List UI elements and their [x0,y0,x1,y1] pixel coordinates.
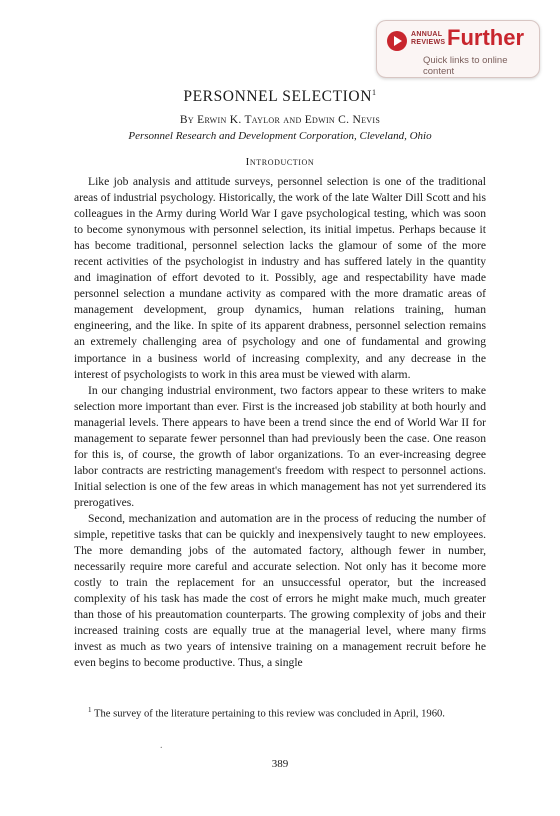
paragraph: In our changing industrial environment, two factors appear to these writers to make selection more important than ever. First is the increased job stability at both hourly and managerial levels. There appears to have been a trend since the end of World War II for management to separate fewer personnel than had previously been the case. One reason for this is, of course, the growth of labor organizations. To an ever-increasing degree labor contracts are restricting management's freedom with respect to personnel actions. Initial selection is one of the few areas in which management has not yet surrendered its prerogatives. [74,383,486,509]
further-title: Further [447,25,524,50]
page-number: 389 [271,758,289,770]
brand-line-1: ANNUAL [411,31,443,38]
byline: By Erwin K. Taylor and Edwin C. Nevis [179,114,381,126]
article-body [74,174,486,671]
paragraph: Like job analysis and attitude surveys, personnel selection is one of the traditional areas of industrial psychology. Historically, the work of the late Walter Dill Scott and his colleagues in the Army during World War I gave psychological testing, which was soon to become synonymous with personnel selection, its initial impetus. Perhaps because it has become traditional, personnel selection lacks the glamour of some of the more recent activities of the psychologist in industry and has suffered lately in the quantity and imagination of effort devoted to it. Possibly, age and respectability have made personnel selection a mundane activity as compared with the more dramatic areas of management development, group dynamics, human relations training, human engineering, and the like. In spite of its apparent drabness, personnel selection remains an extremely challenging area of psychology and one of fundamental and growing importance in a business world of increasing complexity, and any decrease in the interest of psychologists to work in this area must be viewed with alarm. [74,175,486,381]
footnote-marker: 1 [88,706,92,714]
title-footnote-marker: 1 [372,88,377,97]
footnote-text: The survey of the literature pertaining to this review was concluded in April, 1960. [93,708,445,720]
paragraph: Second, mechanization and automation are in the process of reducing the number of simple, repetitive tasks that can be quickly and inexpensively taught to new employees. The more demanding jobs of the automated factory, although fewer in number, necessarily require more careful and accurate selection. Not only has it become more costly to train the replacement for an unsuccessful operator, but the increased complexity of his task has made the cost of errors he might make much, much greater than those of his preautomation counterparts. The growing complexity of jobs and their increased training costs are equally true at the managerial level, where many firms invest as much as two years of intensive training on a management recruit before he even begins to become productive. Thus, a single [74,511,486,670]
affiliation: Personnel Research and Development Corporation, Cleveland, Ohio [128,130,432,142]
annual-reviews-further-badge[interactable] [376,20,540,78]
section-heading: Introduction [245,156,315,168]
footnote [74,703,486,722]
further-tagline: Quick links to online content [423,55,508,77]
annual-reviews-brand [411,31,445,47]
brand-line-2: REVIEWS [411,39,446,46]
annual-reviews-logo-icon [387,31,407,51]
article-title [0,88,560,106]
article-title-text: PERSONNEL SELECTION [183,88,373,106]
scan-speck: . [160,740,163,751]
